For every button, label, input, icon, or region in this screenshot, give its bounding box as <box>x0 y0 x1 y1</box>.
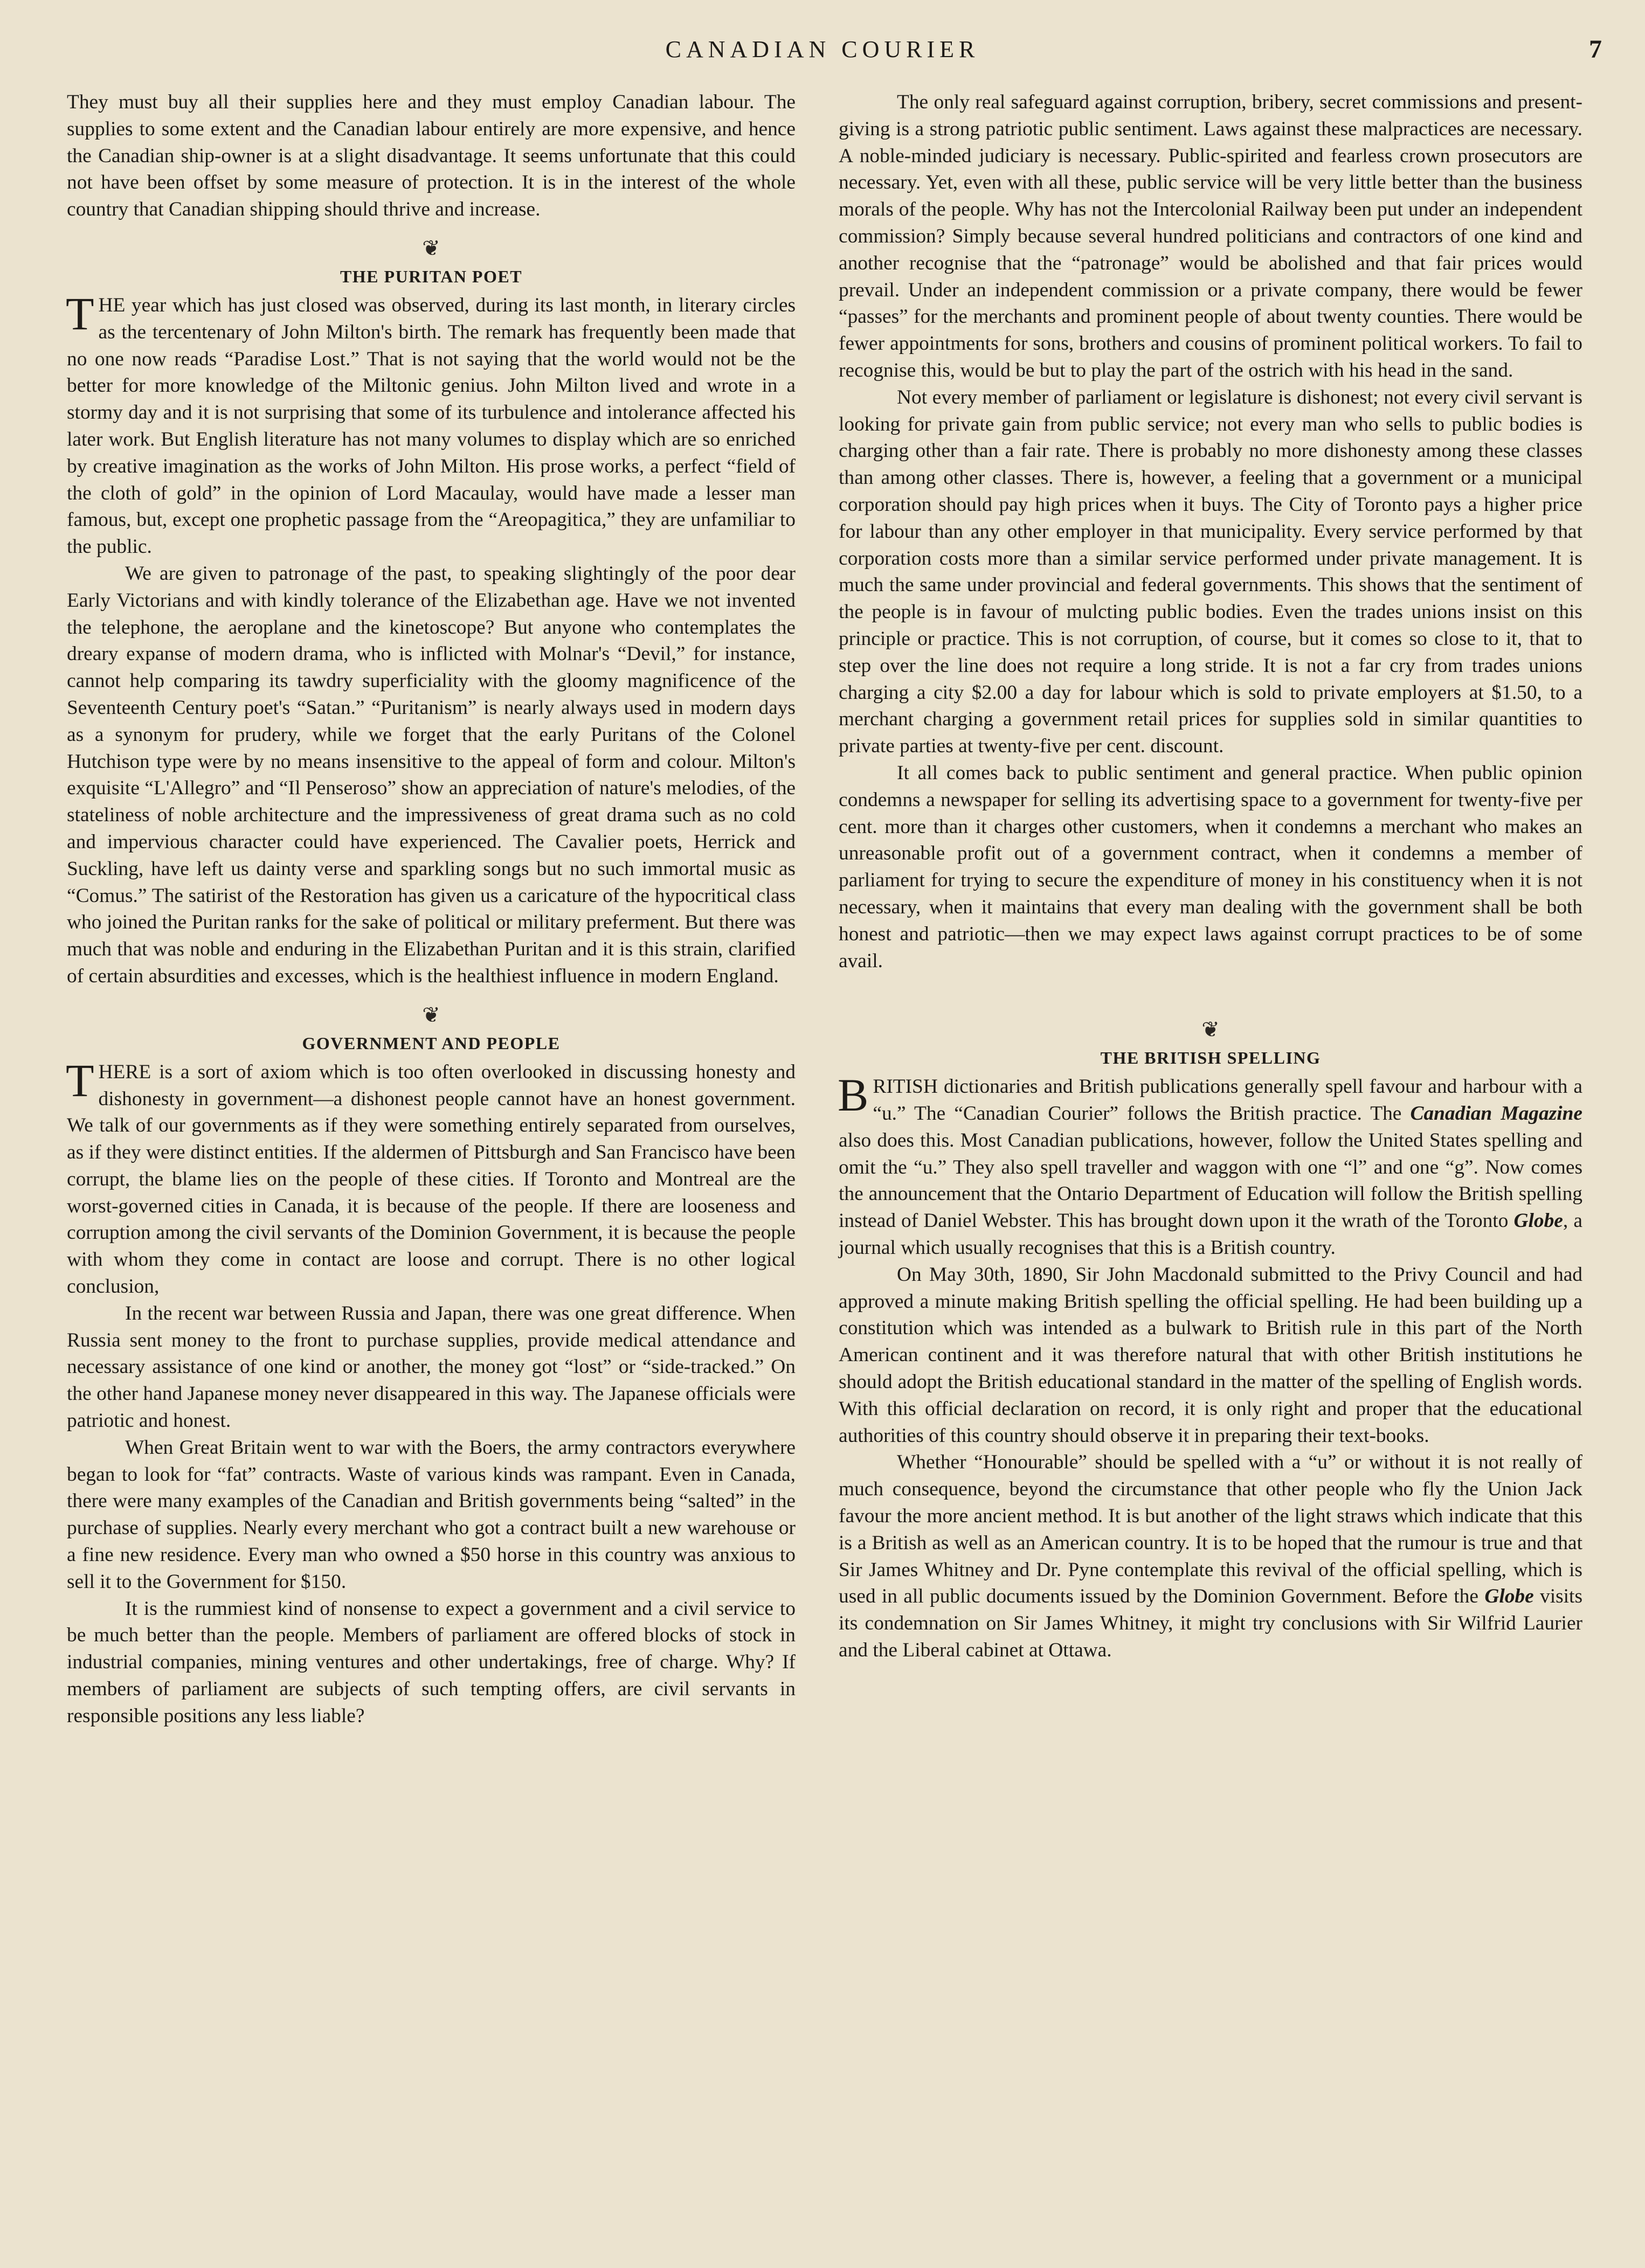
spelling-paragraph-1-text-a: RITISH dictionaries and British publications generally spell favour and harbour with a “u.” The “Canadian Courier” follows the British practice. The <box>873 1076 1582 1125</box>
spelling-paragraph-1 <box>838 1069 1582 1261</box>
government-paragraph-1 <box>66 1054 796 1300</box>
spelling-paragraph-1-text-c: , a journal which usually recognises that this is a British country. <box>839 1210 1582 1259</box>
puritan-paragraph-2: We are given to patronage of the past, to speaking slightingly of the poor dear Early Victorians and with kindly tolerance of the Elizabethan age. Have we not invented the telephone, the aeroplane and the kinetoscope? But anyone who contemplates the dreary expanse of modern drama, who is inflicted with Molnar's “Devil,” for instance, cannot help comparing its tawdry superficiality with the gloomy magnificence of the Seventeenth Century poet's “Satan.” “Puritanism” is nearly always used in modern days as a synonym for prudery, while we forget that the early Puritans of the Colonel Hutchison type were by no means insensitive to the appeal of form and colour. Milton's exquisite “L'Allegro” and “Il Penseroso” show an appreciation of nature's melodies, of the stateliness of noble architecture and the impressiveness of great drama such as no cold and impervious character could have experienced. The Cavalier poets, Herrick and Suckling, have left us dainty verse and sparkling songs but no such immortal music as “Comus.” The satirist of the Restoration has given us a caricature of the hypocritical class who joined the Puritan ranks for the sake of political or military preferment. But there was much that was noble and enduring in the Elizabethan Puritan and it is this strain, clarified of certain absurdities and excesses, which is the healthiest influence in modern England. <box>67 562 796 987</box>
government-paragraph-4: It is the rummiest kind of nonsense to expect a government and a civil service to be much better than the people. Members of parliament are offered blocks of stock in industrial companies, mining ventures and other undertakings, free of charge. Why? If members of parliament are subjects of such tempting offers, are civil servants in responsible positions any less liable? <box>67 1597 796 1727</box>
spelling-paragraph-3 <box>839 1449 1582 1663</box>
drop-cap: T <box>66 1054 94 1106</box>
section-title-british-spelling: THE BRITISH SPELLING <box>1100 1048 1321 1068</box>
corruption-paragraph-1: The only real safeguard against corruption, bribery, secret commissions and present-giving is a strong patriotic public sentiment. Laws against these malpractices are necessary. A noble-minded judiciary is necessary. Public-spirited and fearless crown prosecutors are necessary. Yet, even with all these, public service will be very little better than the business morals of the people. Why has not the Intercolonial Railway been put under an independent commission? Simply because several hundred politicians and contractors of one kind and another recognise that the “patronage” would be abolished and that fair prices would prevail. Under an independent commission or a private company, there would be fewer “passes” for the merchants and prominent people of about twenty counties. There would be fewer appointments for sons, brothers and cousins of prominent political workers. To fail to recognise this, would be but to play the part of the ostrich with his head in the sand. <box>839 91 1582 382</box>
puritan-paragraph-1 <box>66 287 796 560</box>
drop-cap: T <box>66 287 94 339</box>
spelling-paragraph-2: On May 30th, 1890, Sir John Macdonald submitted to the Privy Council and had approved a minute making British spelling the official spelling. He had been building up a constitution which was intended as a bulwark to British rule in this part of the North American continent and it was therefore natural that with other British institutions he should adopt the British educational standard in the matter of the spelling of English words. With this official declaration on record, it is only right and proper that the educational authorities of this country should observe it in preparing their text-books. <box>839 1263 1582 1447</box>
globe-title: Globe <box>1513 1210 1563 1232</box>
page-number: 7 <box>1589 35 1602 64</box>
corruption-paragraph-3: It all comes back to public sentiment and general practice. When public opinion condemns a newspaper for selling its advertising space to a government for twenty-five per cent. more than it charges other customers, when it condemns a merchant who makes an unreasonable profit out of a government contract, when it condemns a member of parliament for trying to secure the expenditure of money in his constituency when it is not necessary, when it maintains that every man dealing with the government shall be both honest and patriotic—then we may expect laws against corrupt practices to be of some avail. <box>839 761 1582 972</box>
masthead-title: CANADIAN COURIER <box>665 36 980 63</box>
spelling-paragraph-3-text-b: visits its condemnation on Sir James Whitney, it might try conclusions with Sir Wilfrid Laurier and the Liberal cabinet at Ottawa. <box>839 1585 1582 1662</box>
canadian-magazine-title: Canadian Magazine <box>1410 1102 1582 1125</box>
corruption-paragraph-2: Not every member of parliament or legislature is dishonest; not every civil servant is looking for private gain from public service; not every man who sells to public bodies is charging other than a fair rate. There is probably no more dishonesty among these classes than among other classes. There is, however, a feeling that a government or a municipal corporation should pay high prices when it buys. The City of Toronto pays a higher price for labour than any other employer in that municipality. Every service performed by that corporation costs more than a similar service performed under private management. It is much the same under provincial and federal governments. This shows that the sentiment of the people is in favour of mulcting public bodies. Even the trades unions insist on this principle or practice. This is not corruption, of course, but it comes so close to it, that to step over the line does not require a long stride. It is not a far cry from trades unions charging a city $2.00 a day for labour which is sold to private employers at $1.50, to a merchant charging a government retail prices for supplies sold in similar quantities to private parties at twenty-five per cent. discount. <box>839 386 1582 758</box>
left-column <box>67 89 796 1730</box>
puritan-paragraph-1-text: HE year which has just closed was observed, during its last month, in literary circles as the tercentenary of John Milton's birth. The remark has frequently been made that no one now reads “Paradise Lost.” That is not saying that the world would not be the better for more knowledge of the Miltonic genius. John Milton lived and wrote in a stormy day and it is not surprising that some of its turbulence and intolerance affected his later work. But English literature has not many volumes to display which are so enriched by creative imagination as the works of John Milton. His prose works, a perfect “field of the cloth of gold” in the opinion of Lord Macaulay, would have made a lesser man famous, but, except one prophetic passage from the “Areopagitica,” they are unfamiliar to the public. <box>67 294 796 558</box>
government-paragraph-2: In the recent war between Russia and Japan, there was one great difference. When Russia sent money to the front to purchase supplies, provide medical attendance and necessary assistance of one kind or another, the money got “lost” or “side-tracked.” On the other hand Japanese money never disappeared in this way. The Japanese officials were patriotic and honest. <box>67 1302 796 1432</box>
government-paragraph-1-text: HERE is a sort of axiom which is too often overlooked in discussing honesty and dishonesty in government—a dishonest people cannot have an honest government. We talk of our governments as if they were something entirely separated from ourselves, as if they were distinct entities. If the aldermen of Pittsburgh and San Francisco have been corrupt, the blame lies on the people of these cities. If Toronto and Montreal are the worst-governed cities in Canada, it is because of the people. If there are looseness and corruption among the civil servants of the Dominion Government, it is because the people with whom they come in contact are loose and corrupt. There is no other logical conclusion, <box>67 1060 796 1298</box>
government-paragraph-3: When Great Britain went to war with the Boers, the army contractors everywhere began to look for “fat” contracts. Waste of various kinds was rampant. Even in Canada, there were many examples of the Canadian and British governments being “salted” in the purchase of supplies. Nearly every merchant who got a contract built a new warehouse or a fine new residence. Every man who owned a $50 horse in this country was anxious to sell it to the Government for $150. <box>67 1436 796 1593</box>
fleuron-ornament-icon: ❦ <box>422 235 440 260</box>
spelling-paragraph-3-text-a: Whether “Honourable” should be spelled with a “u” or without it is not really of much consequence, beyond the circumstance that other people who fly the Union Jack favour the more ancient method. It is but another of the light straws which indicate that this is a British as well as an American country. It is to be hoped that the rumour is true and that Sir James Whitney and Dr. Pyne contemplate this revival of the official spelling, which is used in all public documents issued by the Dominion Government. Before the <box>839 1451 1582 1608</box>
fleuron-ornament-icon: ❦ <box>1201 1017 1220 1042</box>
fleuron-ornament-icon: ❦ <box>422 1002 440 1027</box>
right-column <box>839 89 1582 1664</box>
page-header <box>0 33 1645 66</box>
section-title-government-people: GOVERNMENT AND PEOPLE <box>302 1033 561 1053</box>
intro-paragraph: They must buy all their supplies here and they must employ Canadian labour. The supplies to some extent and the Canadian labour entirely are more expensive, and hence the Canadian ship-owner is at a slight disadvantage. It seems unfortunate that this could not have been offset by some measure of protection. It is in the interest of the whole country that Canadian shipping should thrive and increase. <box>67 91 796 221</box>
section-title-puritan-poet: THE PURITAN POET <box>340 266 523 286</box>
spelling-paragraph-1-text-b: also does this. Most Canadian publications, however, follow the United States spelling and omit the “u.” They also spell traveller and waggon with one “l” and one “g”. Now comes the announcement that the Ontario Department of Education will follow the British spelling instead of Daniel Webster. This has brought down upon it the wrath of the Toronto <box>839 1129 1582 1232</box>
drop-cap: B <box>838 1069 869 1121</box>
globe-title: Globe <box>1484 1585 1534 1608</box>
